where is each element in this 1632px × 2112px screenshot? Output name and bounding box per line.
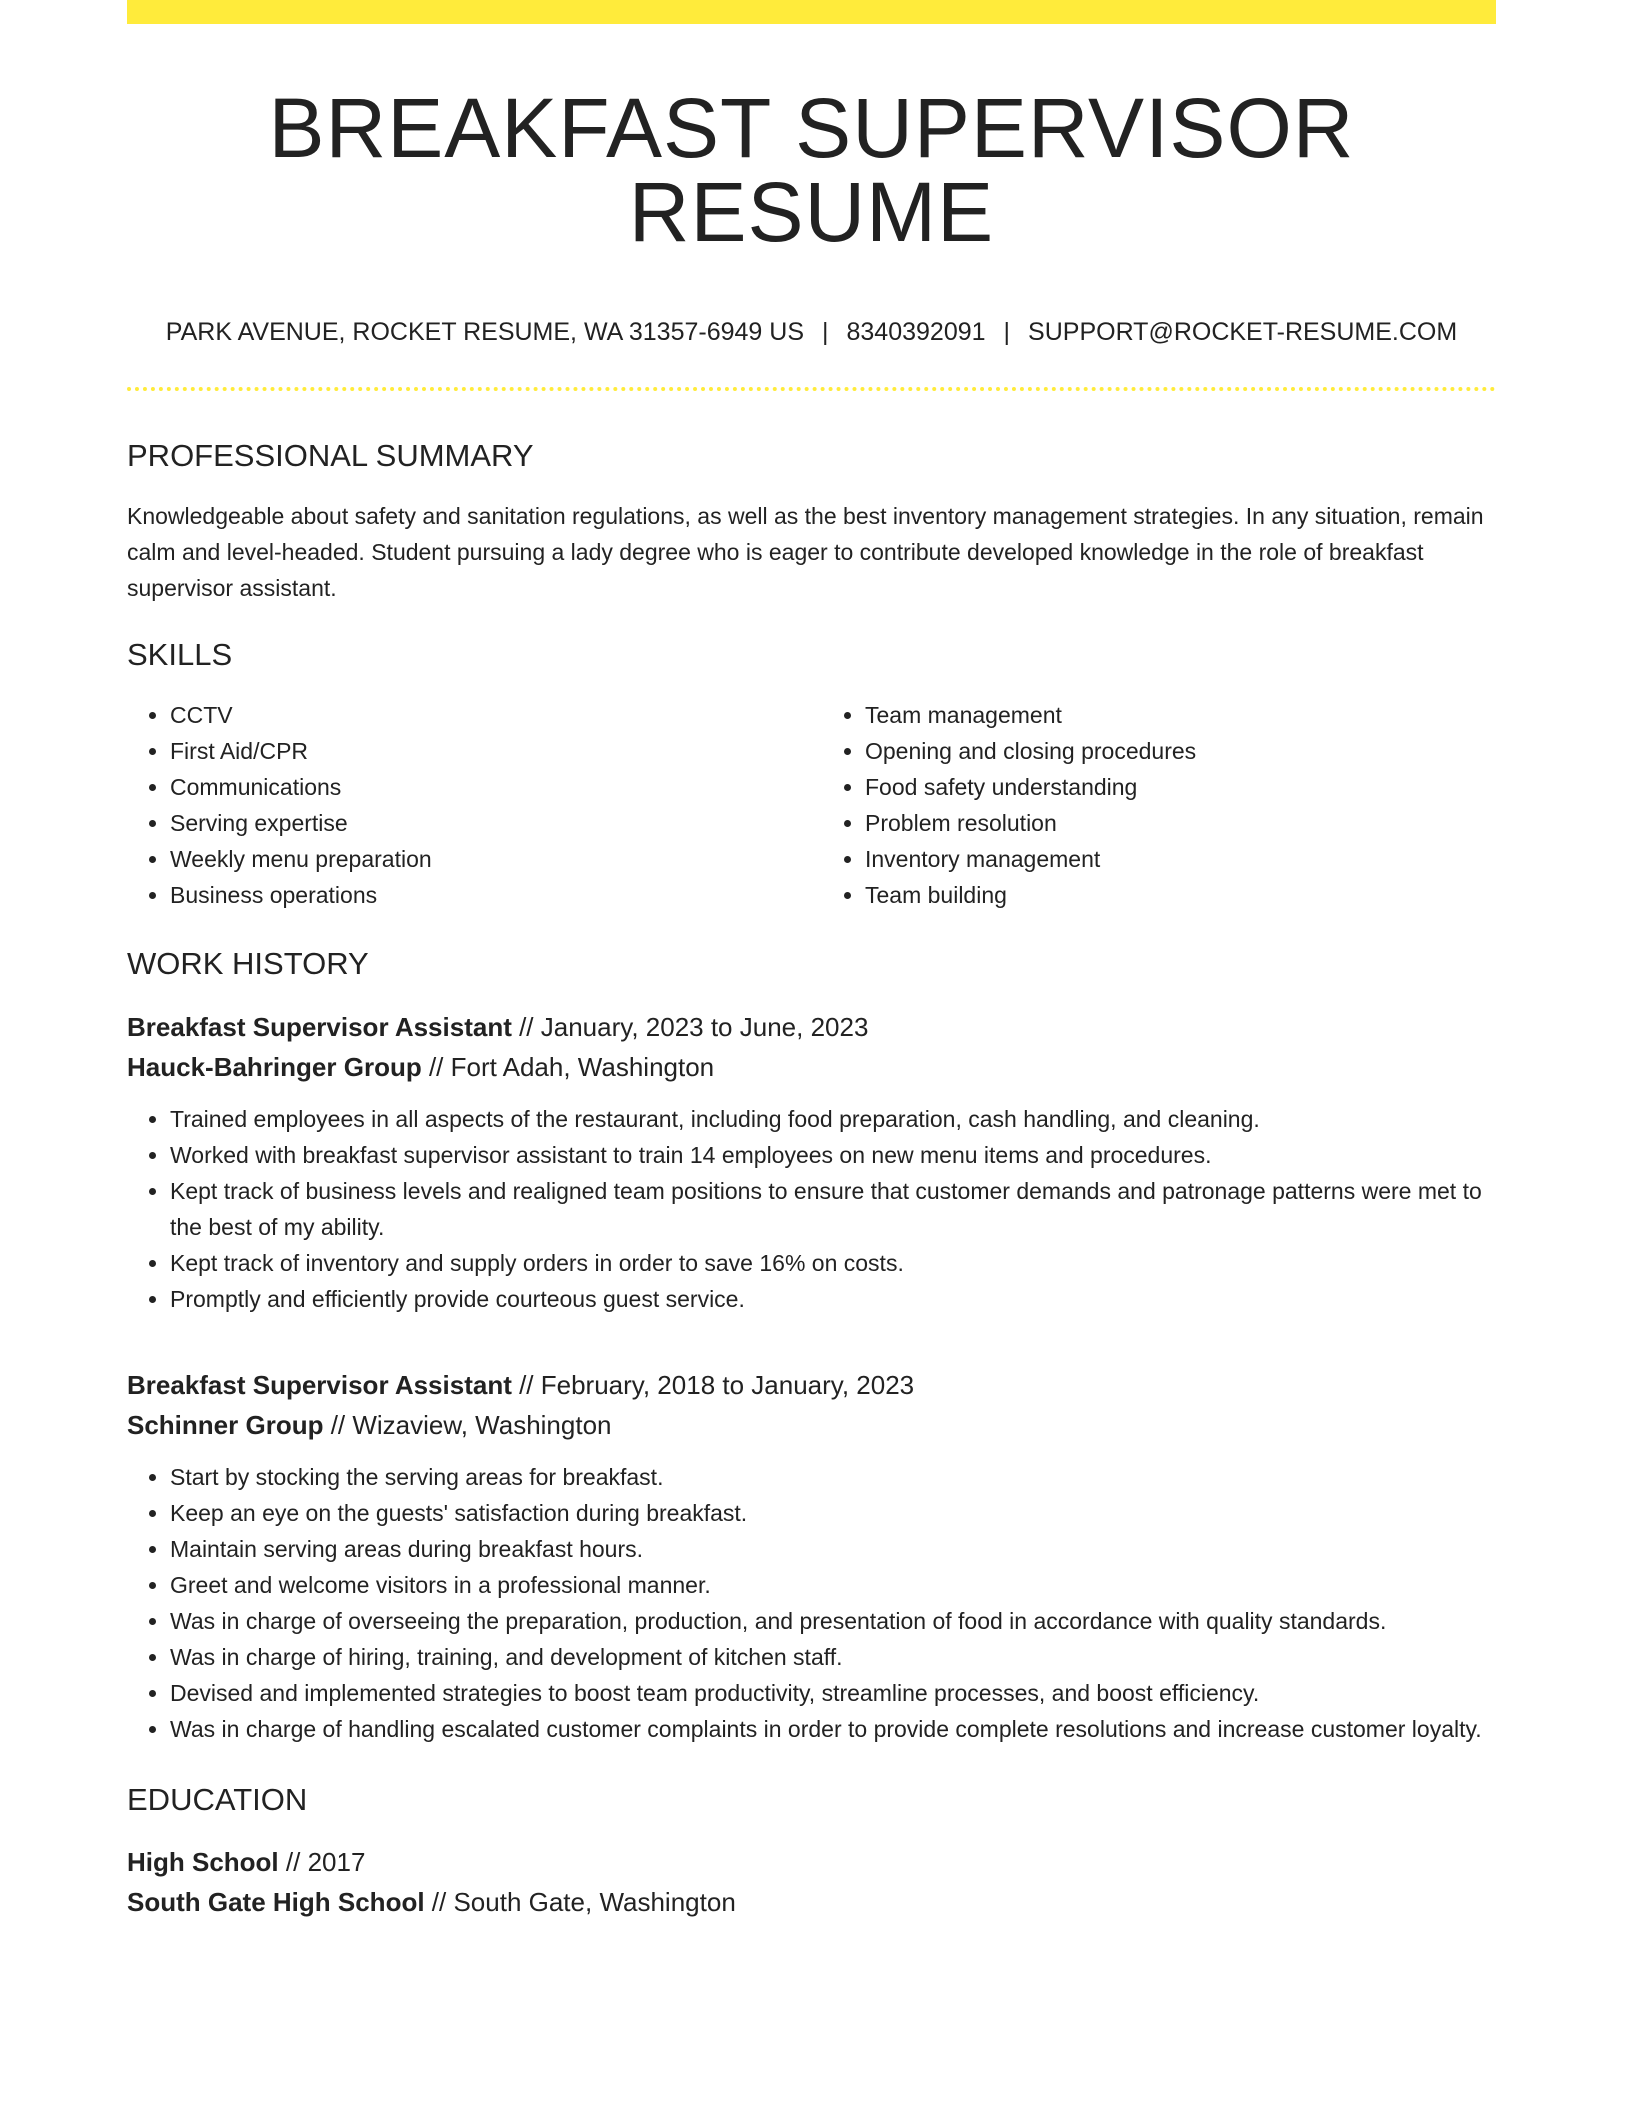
phone: 8340392091 <box>846 318 986 346</box>
job-bullet: • Start by stocking the serving areas for breakfast. <box>170 1459 1496 1495</box>
skill-item: • Food safety understanding <box>865 769 1496 805</box>
work-history-heading: WORK HISTORY <box>127 946 369 982</box>
dotted-divider <box>127 387 1496 391</box>
job-title-line <box>127 1365 1496 1405</box>
skill-item: • Team management <box>865 697 1496 733</box>
education-entry <box>127 1842 1496 1922</box>
resume-page <box>127 0 1496 1922</box>
job-bullet: • Promptly and efficiently provide courteous guest service. <box>170 1281 1496 1317</box>
job-bullet-list <box>127 1459 1496 1747</box>
job-bullet: • Was in charge of overseeing the preparation, production, and presentation of food in accordance with quality standards. <box>170 1603 1496 1639</box>
education-heading: EDUCATION <box>127 1781 308 1817</box>
school-line <box>127 1882 1496 1922</box>
graduation-year: // 2017 <box>278 1846 366 1877</box>
skill-item: • Inventory management <box>865 841 1496 877</box>
job-bullet-list <box>127 1101 1496 1317</box>
skill-item: • Business operations <box>170 877 801 913</box>
email: SUPPORT@ROCKET-RESUME.COM <box>1028 318 1458 346</box>
degree-line <box>127 1842 1496 1882</box>
contact-line <box>127 317 1496 347</box>
job-bullet: • Kept track of inventory and supply orders in order to save 16% on costs. <box>170 1245 1496 1281</box>
school-location: // South Gate, Washington <box>424 1886 736 1917</box>
job-bullet: • Worked with breakfast supervisor assistant to train 14 employees on new menu items and procedures. <box>170 1137 1496 1173</box>
job-bullet: • Kept track of business levels and realigned team positions to ensure that customer demands and patronage patterns were met to the best of my ability. <box>170 1173 1496 1245</box>
skill-item: • Serving expertise <box>170 805 801 841</box>
company-location: // Fort Adah, Washington <box>421 1051 715 1082</box>
summary-text: Knowledgeable about safety and sanitation regulations, as well as the best inventory management strategies. In any situation, remain calm and level-headed. Student pursuing a lady degree who is eager to contribute developed knowledge in the role of breakfast supervisor assistant. <box>127 503 1484 602</box>
summary-heading: PROFESSIONAL SUMMARY <box>127 438 534 473</box>
skill-item: • First Aid/CPR <box>170 733 801 769</box>
company-line <box>127 1047 1496 1087</box>
company-name: Schinner Group <box>127 1409 324 1440</box>
job-entry <box>127 1007 1496 1317</box>
job-title: Breakfast Supervisor Assistant <box>127 1011 512 1042</box>
resume-title: BREAKFAST SUPERVISOR RESUME <box>268 81 1355 259</box>
company-location: // Wizaview, Washington <box>323 1409 612 1440</box>
job-entry <box>127 1365 1496 1747</box>
school-name: South Gate High School <box>127 1886 425 1917</box>
address: PARK AVENUE, ROCKET RESUME, WA 31357-6949 US <box>165 318 804 346</box>
job-dates: // February, 2018 to January, 2023 <box>511 1369 915 1400</box>
job-bullet: • Was in charge of hiring, training, and development of kitchen staff. <box>170 1639 1496 1675</box>
company-name: Hauck-Bahringer Group <box>127 1051 422 1082</box>
job-bullet: • Devised and implemented strategies to boost team productivity, streamline processes, and boost efficiency. <box>170 1675 1496 1711</box>
skill-item: • Team building <box>865 877 1496 913</box>
skill-item: • CCTV <box>170 697 801 733</box>
job-title-line <box>127 1007 1496 1047</box>
job-bullet: • Greet and welcome visitors in a professional manner. <box>170 1567 1496 1603</box>
skills-left-list <box>127 697 801 913</box>
separator: | <box>822 318 829 346</box>
job-bullet: • Trained employees in all aspects of the restaurant, including food preparation, cash handling, and cleaning. <box>170 1101 1496 1137</box>
job-title: Breakfast Supervisor Assistant <box>127 1369 512 1400</box>
skills-grid <box>127 697 1496 913</box>
skills-heading: SKILLS <box>127 637 233 673</box>
top-accent-bar <box>127 0 1496 24</box>
skill-item: • Opening and closing procedures <box>865 733 1496 769</box>
job-bullet: • Was in charge of handling escalated customer complaints in order to provide complete resolutions and increase customer loyalty. <box>170 1711 1496 1747</box>
skill-item: • Communications <box>170 769 801 805</box>
skills-right-list <box>822 697 1496 913</box>
degree: High School <box>127 1846 279 1877</box>
job-bullet: • Keep an eye on the guests' satisfaction during breakfast. <box>170 1495 1496 1531</box>
separator: | <box>1003 318 1011 346</box>
job-dates: // January, 2023 to June, 2023 <box>511 1011 869 1042</box>
skill-item: • Problem resolution <box>865 805 1496 841</box>
company-line <box>127 1405 1496 1445</box>
skill-item: • Weekly menu preparation <box>170 841 801 877</box>
job-bullet: • Maintain serving areas during breakfast hours. <box>170 1531 1496 1567</box>
